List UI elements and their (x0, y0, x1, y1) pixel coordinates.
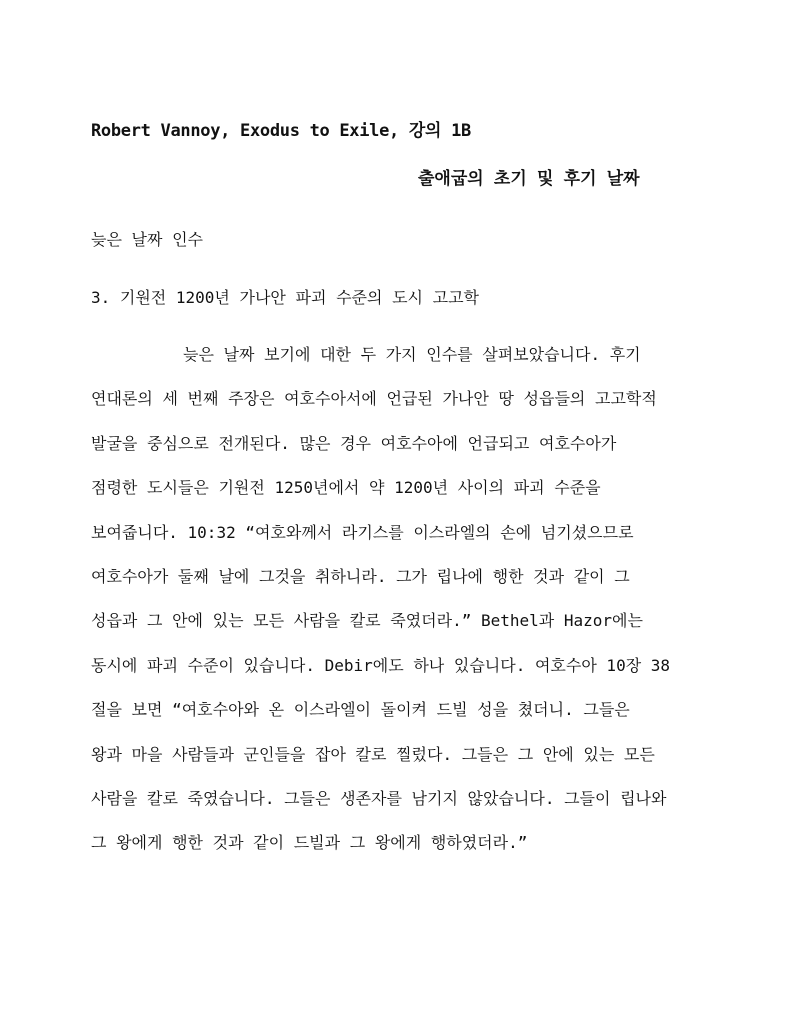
lecture-header: Robert Vannoy, Exodus to Exile, 강의 1B (91, 121, 471, 141)
paragraph-line: 성읍과 그 안에 있는 모든 사람을 칼로 죽였더라.” Bethel과 Hazor에는 (91, 611, 643, 631)
paragraph-line: 늦은 날짜 보기에 대한 두 가지 인수를 살펴보았습니다. 후기 (183, 345, 641, 364)
page-title: 출애굽의 초기 및 후기 날짜 (418, 169, 640, 189)
paragraph-line: 여호수아가 둘째 날에 그것을 취하니라. 그가 립나에 행한 것과 같이 그 (91, 566, 630, 586)
paragraph-line: 연대론의 세 번째 주장은 여호수아서에 언급된 가나안 땅 성읍들의 고고학적 (91, 389, 657, 409)
subsection-heading: 3. 기원전 1200년 가나안 파괴 수준의 도시 고고학 (91, 288, 479, 307)
paragraph-line: 점령한 도시들은 기원전 1250년에서 약 1200년 사이의 파괴 수준을 (91, 478, 601, 498)
paragraph-line: 보여줍니다. 10:32 “여호와께서 라기스를 이스라엘의 손에 넘기셨으므로 (91, 522, 634, 542)
paragraph-line: 발굴을 중심으로 전개된다. 많은 경우 여호수아에 언급되고 여호수아가 (91, 433, 617, 453)
paragraph-line: 왕과 마을 사람들과 군인들을 잡아 칼로 찔렀다. 그들은 그 안에 있는 모든 (91, 744, 655, 764)
paragraph-line: 사람을 칼로 죽였습니다. 그들은 생존자를 남기지 않았습니다. 그들이 립나와 (91, 788, 667, 808)
paragraph-line: 그 왕에게 행한 것과 같이 드빌과 그 왕에게 행하였더라.” (91, 833, 528, 853)
section-heading: 늦은 날짜 인수 (91, 230, 204, 249)
paragraph-line: 절을 보면 “여호수아와 온 이스라엘이 돌이켜 드빌 성을 쳤더니. 그들은 (91, 700, 630, 720)
paragraph-line: 동시에 파괴 수준이 있습니다. Debir에도 하나 있습니다. 여호수아 10장 38 (91, 655, 671, 675)
body-paragraph (91, 340, 731, 873)
